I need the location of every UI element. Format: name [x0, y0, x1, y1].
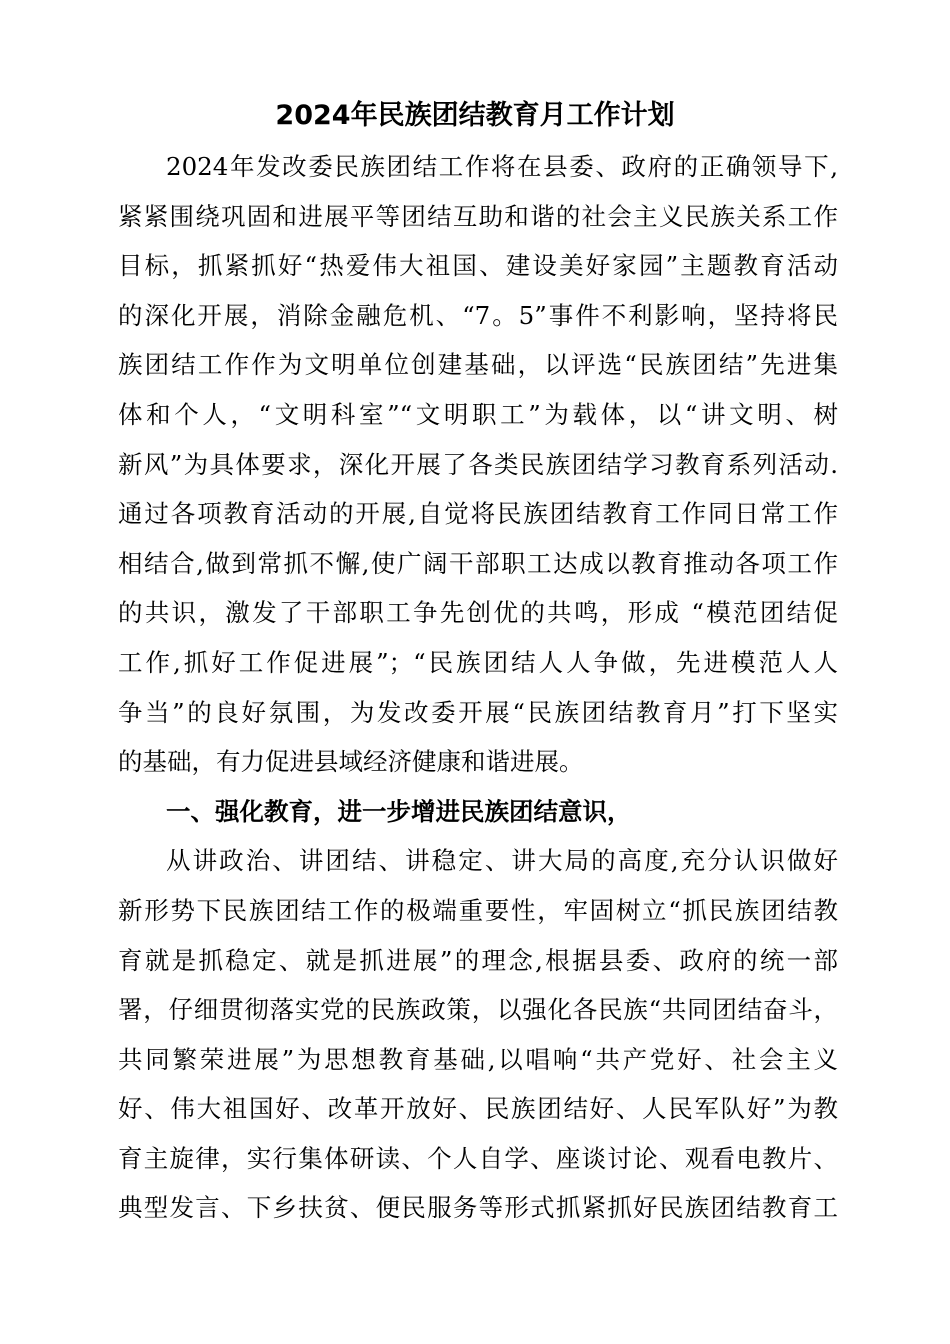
text-line: 的深化开展，消除金融危机、“7。5”事件不利影响，坚持将民: [118, 300, 838, 330]
text-line: 新形势下民族团结工作的极端重要性，牢固树立“抓民族团结教: [118, 895, 838, 925]
text-line: 族团结工作作为文明单位创建基础，以评选“民族团结”先进集: [118, 350, 838, 380]
text-line: 署，仔细贯彻落实党的民族政策，以强化各民族“共同团结奋斗，: [118, 995, 838, 1025]
text-line: 共同繁荣进展”为思想教育基础,以唱响“共产党好、社会主义: [118, 1044, 838, 1074]
text-line: 育主旋律，实行集体研读、个人自学、座谈讨论、观看电教片、: [118, 1143, 838, 1173]
text-line: 目标，抓紧抓好“热爱伟大祖国、建设美好家园”主题教育活动: [118, 251, 838, 281]
text-line: 通过各项教育活动的开展,自觉将民族团结教育工作同日常工作: [118, 499, 838, 529]
section-heading: 一、强化教育，进一步增进民族团结意识，: [166, 796, 632, 826]
text-line: 体和个人，“文明科室”“文明职工”为载体，以“讲文明、树: [118, 399, 838, 429]
text-line: 2024年发改委民族团结工作将在县委、政府的正确领导下,: [166, 152, 838, 181]
document-title: 2024年民族团结教育月工作计划: [275, 100, 675, 131]
text-line: 的基础，有力促进县域经济健康和谐进展。: [118, 747, 584, 777]
text-line: 工作,抓好工作促进展”；“民族团结人人争做，先进模范人人: [118, 647, 838, 677]
text-line: 争当”的良好氛围，为发改委开展“民族团结教育月”打下坚实: [118, 697, 838, 727]
text-line: 典型发言、下乡扶贫、便民服务等形式抓紧抓好民族团结教育工: [118, 1193, 838, 1223]
section1-paragraph: [118, 836, 838, 1233]
text-line: 好、伟大祖国好、改革开放好、民族团结好、人民军队好”为教: [118, 1094, 838, 1124]
text-line: 相结合,做到常抓不懈,使广阔干部职工达成以教育推动各项工作: [118, 548, 838, 578]
text-line: 紧紧围绕巩固和进展平等团结互助和谐的社会主义民族关系工作: [118, 201, 838, 231]
text-line: 新风”为具体要求，深化开展了各类民族团结学习教育系列活动.: [118, 449, 838, 479]
intro-paragraph: [118, 142, 838, 787]
text-line: 的共识，激发了干部职工争先创优的共鸣，形成 “模范团结促: [118, 598, 838, 628]
text-line: 从讲政治、讲团结、讲稳定、讲大局的高度,充分认识做好: [166, 846, 838, 876]
document-body: [118, 142, 838, 1233]
text-line: 育就是抓稳定、就是抓进展”的理念,根据县委、政府的统一部: [118, 945, 838, 975]
